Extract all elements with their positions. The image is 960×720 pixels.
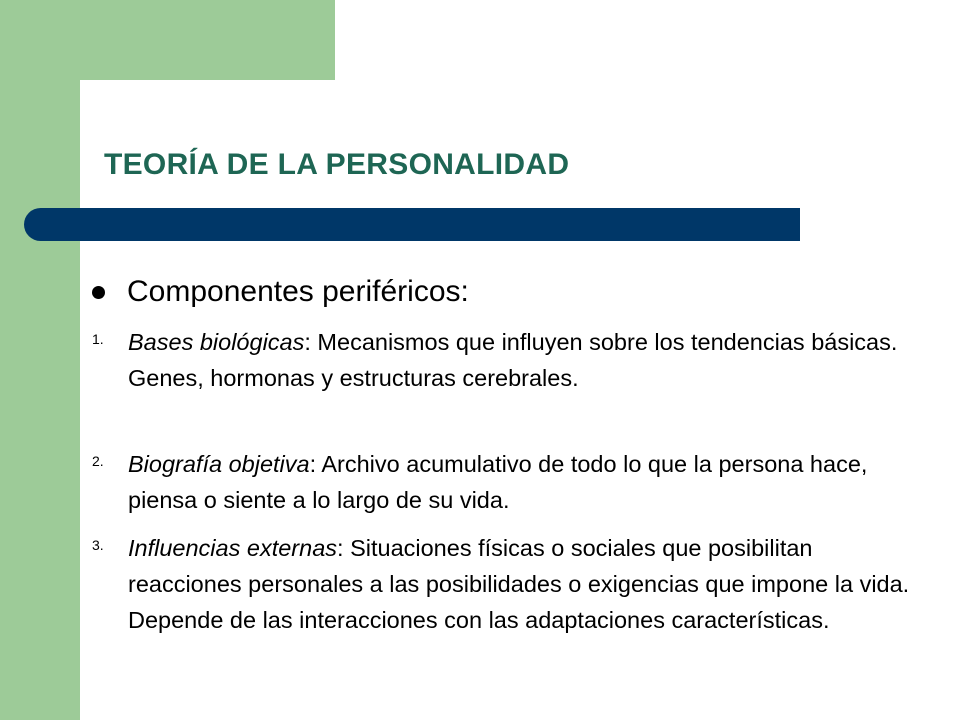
bullet-dot-icon (92, 286, 105, 299)
list-item-2 (92, 446, 922, 518)
list-item-number: 3. (92, 537, 104, 553)
list-item-term: Influencias externas (128, 535, 338, 561)
list-item-3 (92, 530, 922, 638)
list-item-description: : Mecanismos que influyen sobre los tendencias básicas. Genes, hormonas y estructuras cerebrales. (128, 329, 898, 391)
decor-green-block (80, 0, 335, 80)
list-item-text (128, 324, 920, 396)
title-underline-bar (24, 208, 800, 241)
main-bullet (92, 275, 469, 309)
list-item-term: Bases biológicas (128, 329, 305, 355)
bullet-text: Componentes periféricos: (127, 275, 469, 308)
list-item-1 (92, 324, 922, 396)
slide-title: TEORÍA DE LA PERSONALIDAD (104, 148, 570, 181)
list-item-number: 1. (92, 331, 104, 347)
list-item-text (128, 446, 920, 518)
list-item-text (128, 530, 920, 638)
decor-green-strip (0, 0, 80, 720)
list-item-description: : Situaciones físicas o sociales que posibilitan reacciones personales a las posibilidades o exigencias que impone la vida. Depende de las interacciones con las adaptaciones características. (128, 535, 910, 633)
list-item-description: : Archivo acumulativo de todo lo que la persona hace, piensa o siente a lo largo de su vida. (128, 451, 868, 513)
list-item-term: Biografía objetiva (128, 451, 310, 477)
list-item-number: 2. (92, 453, 104, 469)
